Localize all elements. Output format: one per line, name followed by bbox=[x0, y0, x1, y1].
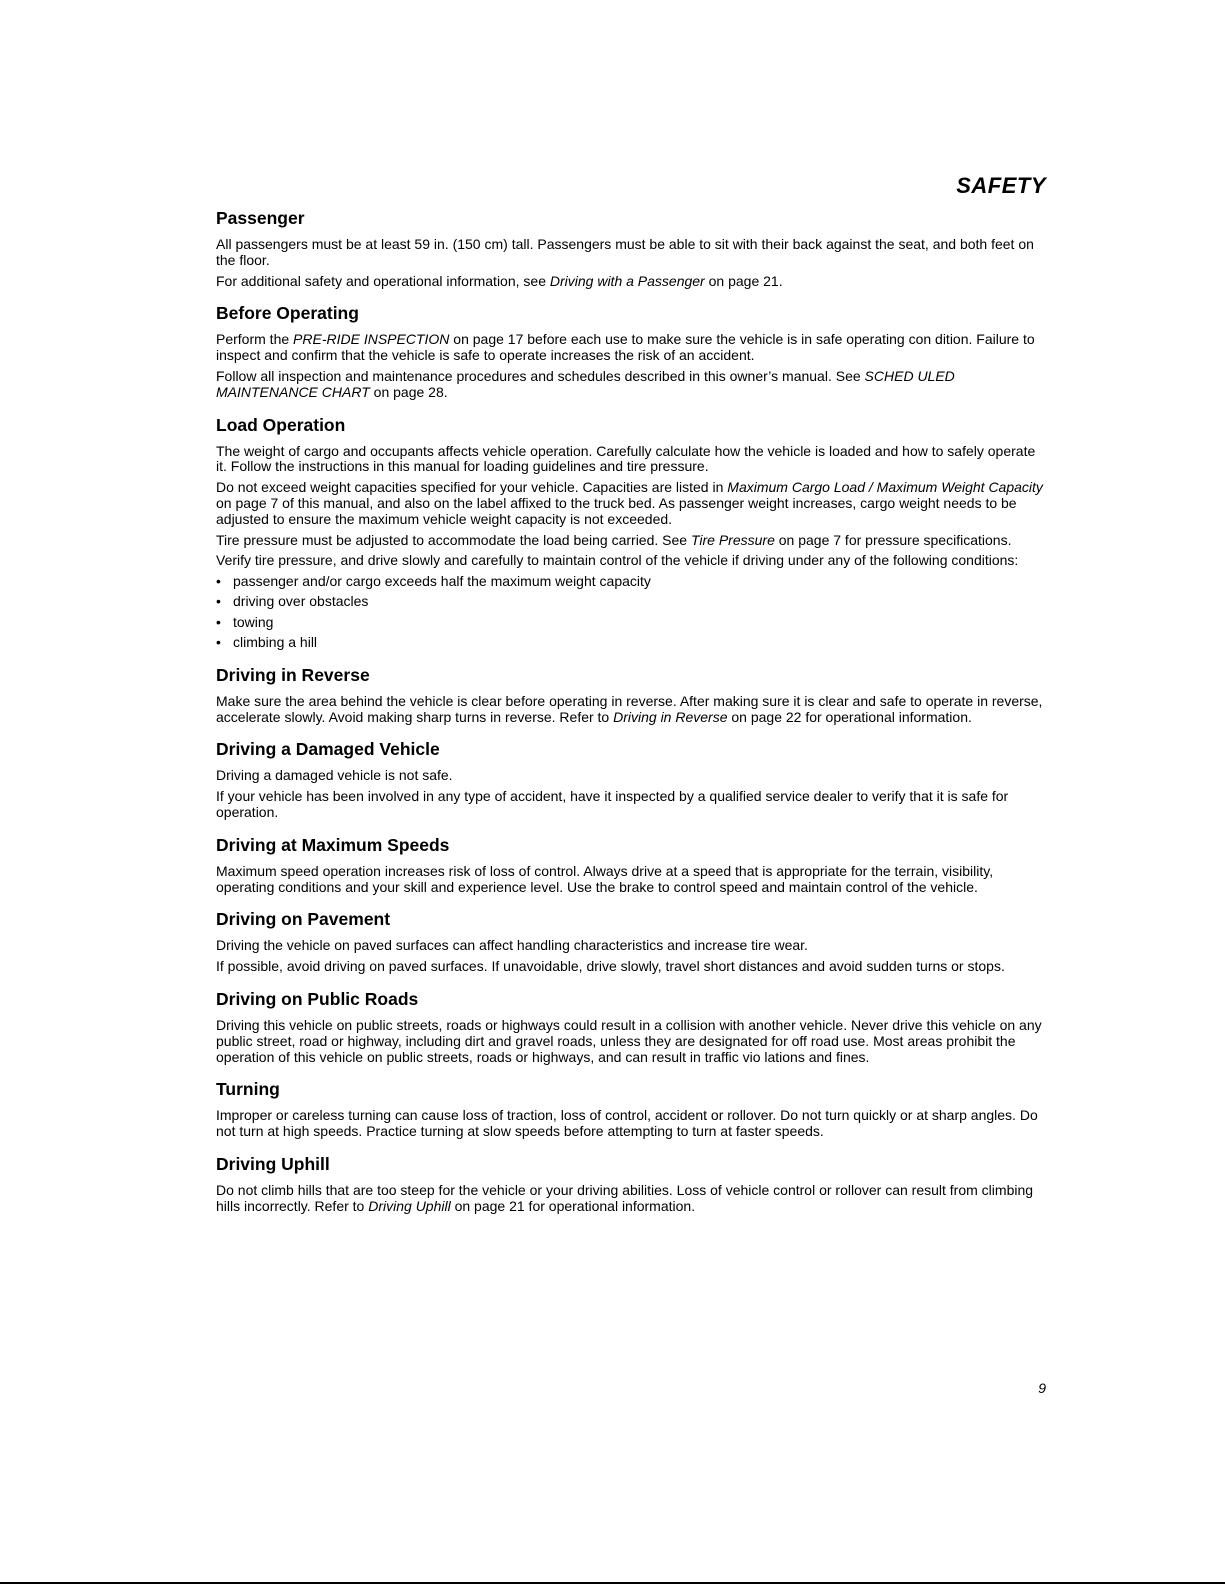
bullet-icon: • bbox=[216, 613, 221, 630]
bottom-rule bbox=[0, 1582, 1225, 1584]
paragraph-text: Make sure the area behind the vehicle is clear before operating in reverse. After making sure it is clear and safe to operate in reverse, accelerate slowly. Avoid making sharp turns in reverse. Refer to bbox=[216, 692, 1043, 725]
paragraph-text: Do not climb hills that are too steep for the vehicle or your driving abilities. Loss of vehicle control or rollover can result from climbing hills incorrectly. Refer to bbox=[216, 1182, 1034, 1214]
section-heading: Driving a Damaged Vehicle bbox=[216, 739, 440, 760]
page-number: 9 bbox=[1038, 1380, 1046, 1396]
body-paragraph: The weight of cargo and occupants affects vehicle operation. Carefully calculate how the vehicle is loaded and how to safely operate it. Follow the instructions in this manual for loading guidelines and tire pressure. bbox=[216, 442, 1036, 475]
paragraph-text: on page 21 for operational information. bbox=[450, 1197, 696, 1214]
section-heading: Driving on Pavement bbox=[216, 909, 391, 930]
paragraph-text: on page 21. bbox=[704, 272, 783, 289]
paragraph-text: Follow all inspection and maintenance procedures and schedules described in this owner’s manual. See bbox=[216, 367, 865, 384]
body-paragraph bbox=[216, 694, 1046, 726]
list-item-text: towing bbox=[233, 613, 274, 630]
bullet-icon: • bbox=[216, 593, 221, 610]
paragraph-text: on page 7 of this manual, and also on the label affixed to the truck bed. As passenger weight increases, cargo weight needs to be adjusted to ensure the maximum vehicle weight capacity is not exceeded. bbox=[216, 494, 1017, 527]
body-paragraph: Verify tire pressure, and drive slowly and carefully to maintain control of the vehicle if driving under any of the following conditions: bbox=[216, 552, 1019, 569]
section bbox=[216, 1153, 1046, 1215]
document-body bbox=[216, 207, 1046, 1228]
body-paragraph: Improper or careless turning can cause loss of traction, loss of control, accident or rollover. Do not turn quickly or at sharp angles. Do not turn at high speeds. Practice turning at slow speeds before attempting to turn at faster speeds. bbox=[216, 1107, 1038, 1140]
bullet-icon: • bbox=[216, 634, 221, 651]
cross-reference: PRE-RIDE INSPECTION bbox=[293, 331, 450, 348]
list-item-text: driving over obstacles bbox=[233, 593, 369, 610]
body-paragraph bbox=[216, 533, 1046, 549]
paragraph-text: For additional safety and operational information, see bbox=[216, 272, 550, 289]
paragraph-text: on page 17 before each use to make sure the vehicle is in safe operating con dition. Failure to inspect and confirm that the vehicle is safe to operate increases the risk of an accident. bbox=[216, 331, 1035, 364]
section-heading: Driving at Maximum Speeds bbox=[216, 834, 450, 855]
body-paragraph: All passengers must be at least 59 in. (150 cm) tall. Passengers must be able to sit with their back against the seat, and both feet on the floor. bbox=[216, 236, 1034, 268]
body-paragraph bbox=[216, 332, 1046, 364]
page-section-title: SAFETY bbox=[956, 173, 1046, 198]
section bbox=[216, 988, 1046, 1065]
paragraph-text: on page 22 for operational information. bbox=[727, 708, 972, 725]
section-heading: Before Operating bbox=[216, 303, 359, 324]
section bbox=[216, 414, 1046, 651]
section bbox=[216, 664, 1046, 726]
cross-reference: Driving in Reverse bbox=[613, 708, 728, 725]
body-paragraph: If possible, avoid driving on paved surfaces. If unavoidable, drive slowly, travel short distances and avoid sudden turns or stops. bbox=[216, 958, 1005, 975]
list-item bbox=[216, 635, 1046, 651]
section-heading: Load Operation bbox=[216, 414, 346, 435]
body-paragraph bbox=[216, 274, 1046, 290]
section bbox=[216, 302, 1046, 400]
paragraph-text: Perform the bbox=[216, 331, 294, 348]
section bbox=[216, 207, 1046, 289]
cross-reference: SCHED ULED MAINTENANCE CHART bbox=[216, 367, 955, 400]
body-paragraph: Driving the vehicle on paved surfaces can affect handling characteristics and increase tire wear. bbox=[216, 937, 808, 954]
body-paragraph: Driving this vehicle on public streets, roads or highways could result in a collision with another vehicle. Never drive this vehicle on any public street, road or highway, including dirt and gravel roads, unless they are designated for off road use. Most areas prohibit the operation of this vehicle on public streets, roads or highways, and can result in traffic vio lations and fines. bbox=[216, 1017, 1042, 1065]
section-heading: Turning bbox=[216, 1079, 280, 1100]
paragraph-text: on page 28. bbox=[369, 383, 448, 400]
section bbox=[216, 738, 1046, 820]
section-heading: Driving Uphill bbox=[216, 1154, 330, 1174]
section bbox=[216, 908, 1046, 975]
bullet-icon: • bbox=[216, 573, 221, 590]
bullet-list bbox=[216, 574, 1046, 651]
list-item-text: passenger and/or cargo exceeds half the maximum weight capacity bbox=[233, 573, 651, 590]
list-item-text: climbing a hill bbox=[233, 634, 318, 651]
paragraph-text: on page 7 for pressure specifications. bbox=[774, 531, 1012, 548]
list-item bbox=[216, 615, 1046, 631]
section-heading: Driving on Public Roads bbox=[216, 989, 419, 1010]
section-heading: Driving in Reverse bbox=[216, 664, 370, 685]
cross-reference: Maximum Cargo Load / Maximum Weight Capacity bbox=[727, 479, 1043, 496]
list-item bbox=[216, 594, 1046, 610]
body-paragraph: Driving a damaged vehicle is not safe. bbox=[216, 767, 453, 784]
cross-reference: Driving with a Passenger bbox=[549, 272, 705, 289]
section bbox=[216, 834, 1046, 896]
cross-reference: Driving Uphill bbox=[368, 1197, 451, 1214]
body-paragraph bbox=[216, 1183, 1046, 1215]
body-paragraph: Maximum speed operation increases risk of loss of control. Always drive at a speed that is appropriate for the terrain, visibility, operating conditions and your skill and experience level. Use the brake to control speed and maintain control of the vehicle. bbox=[216, 862, 994, 895]
paragraph-text: Do not exceed weight capacities specified for your vehicle. Capacities are listed in bbox=[216, 479, 728, 496]
section-heading: Passenger bbox=[216, 208, 305, 228]
paragraph-text: Tire pressure must be adjusted to accommodate the load being carried. See bbox=[216, 531, 691, 548]
body-paragraph: If your vehicle has been involved in any type of accident, have it inspected by a qualified service dealer to verify that it is safe for operation. bbox=[216, 788, 1009, 821]
cross-reference: Tire Pressure bbox=[690, 531, 775, 548]
list-item bbox=[216, 574, 1046, 590]
body-paragraph bbox=[216, 369, 1046, 401]
section bbox=[216, 1078, 1046, 1140]
body-paragraph bbox=[216, 480, 1046, 527]
